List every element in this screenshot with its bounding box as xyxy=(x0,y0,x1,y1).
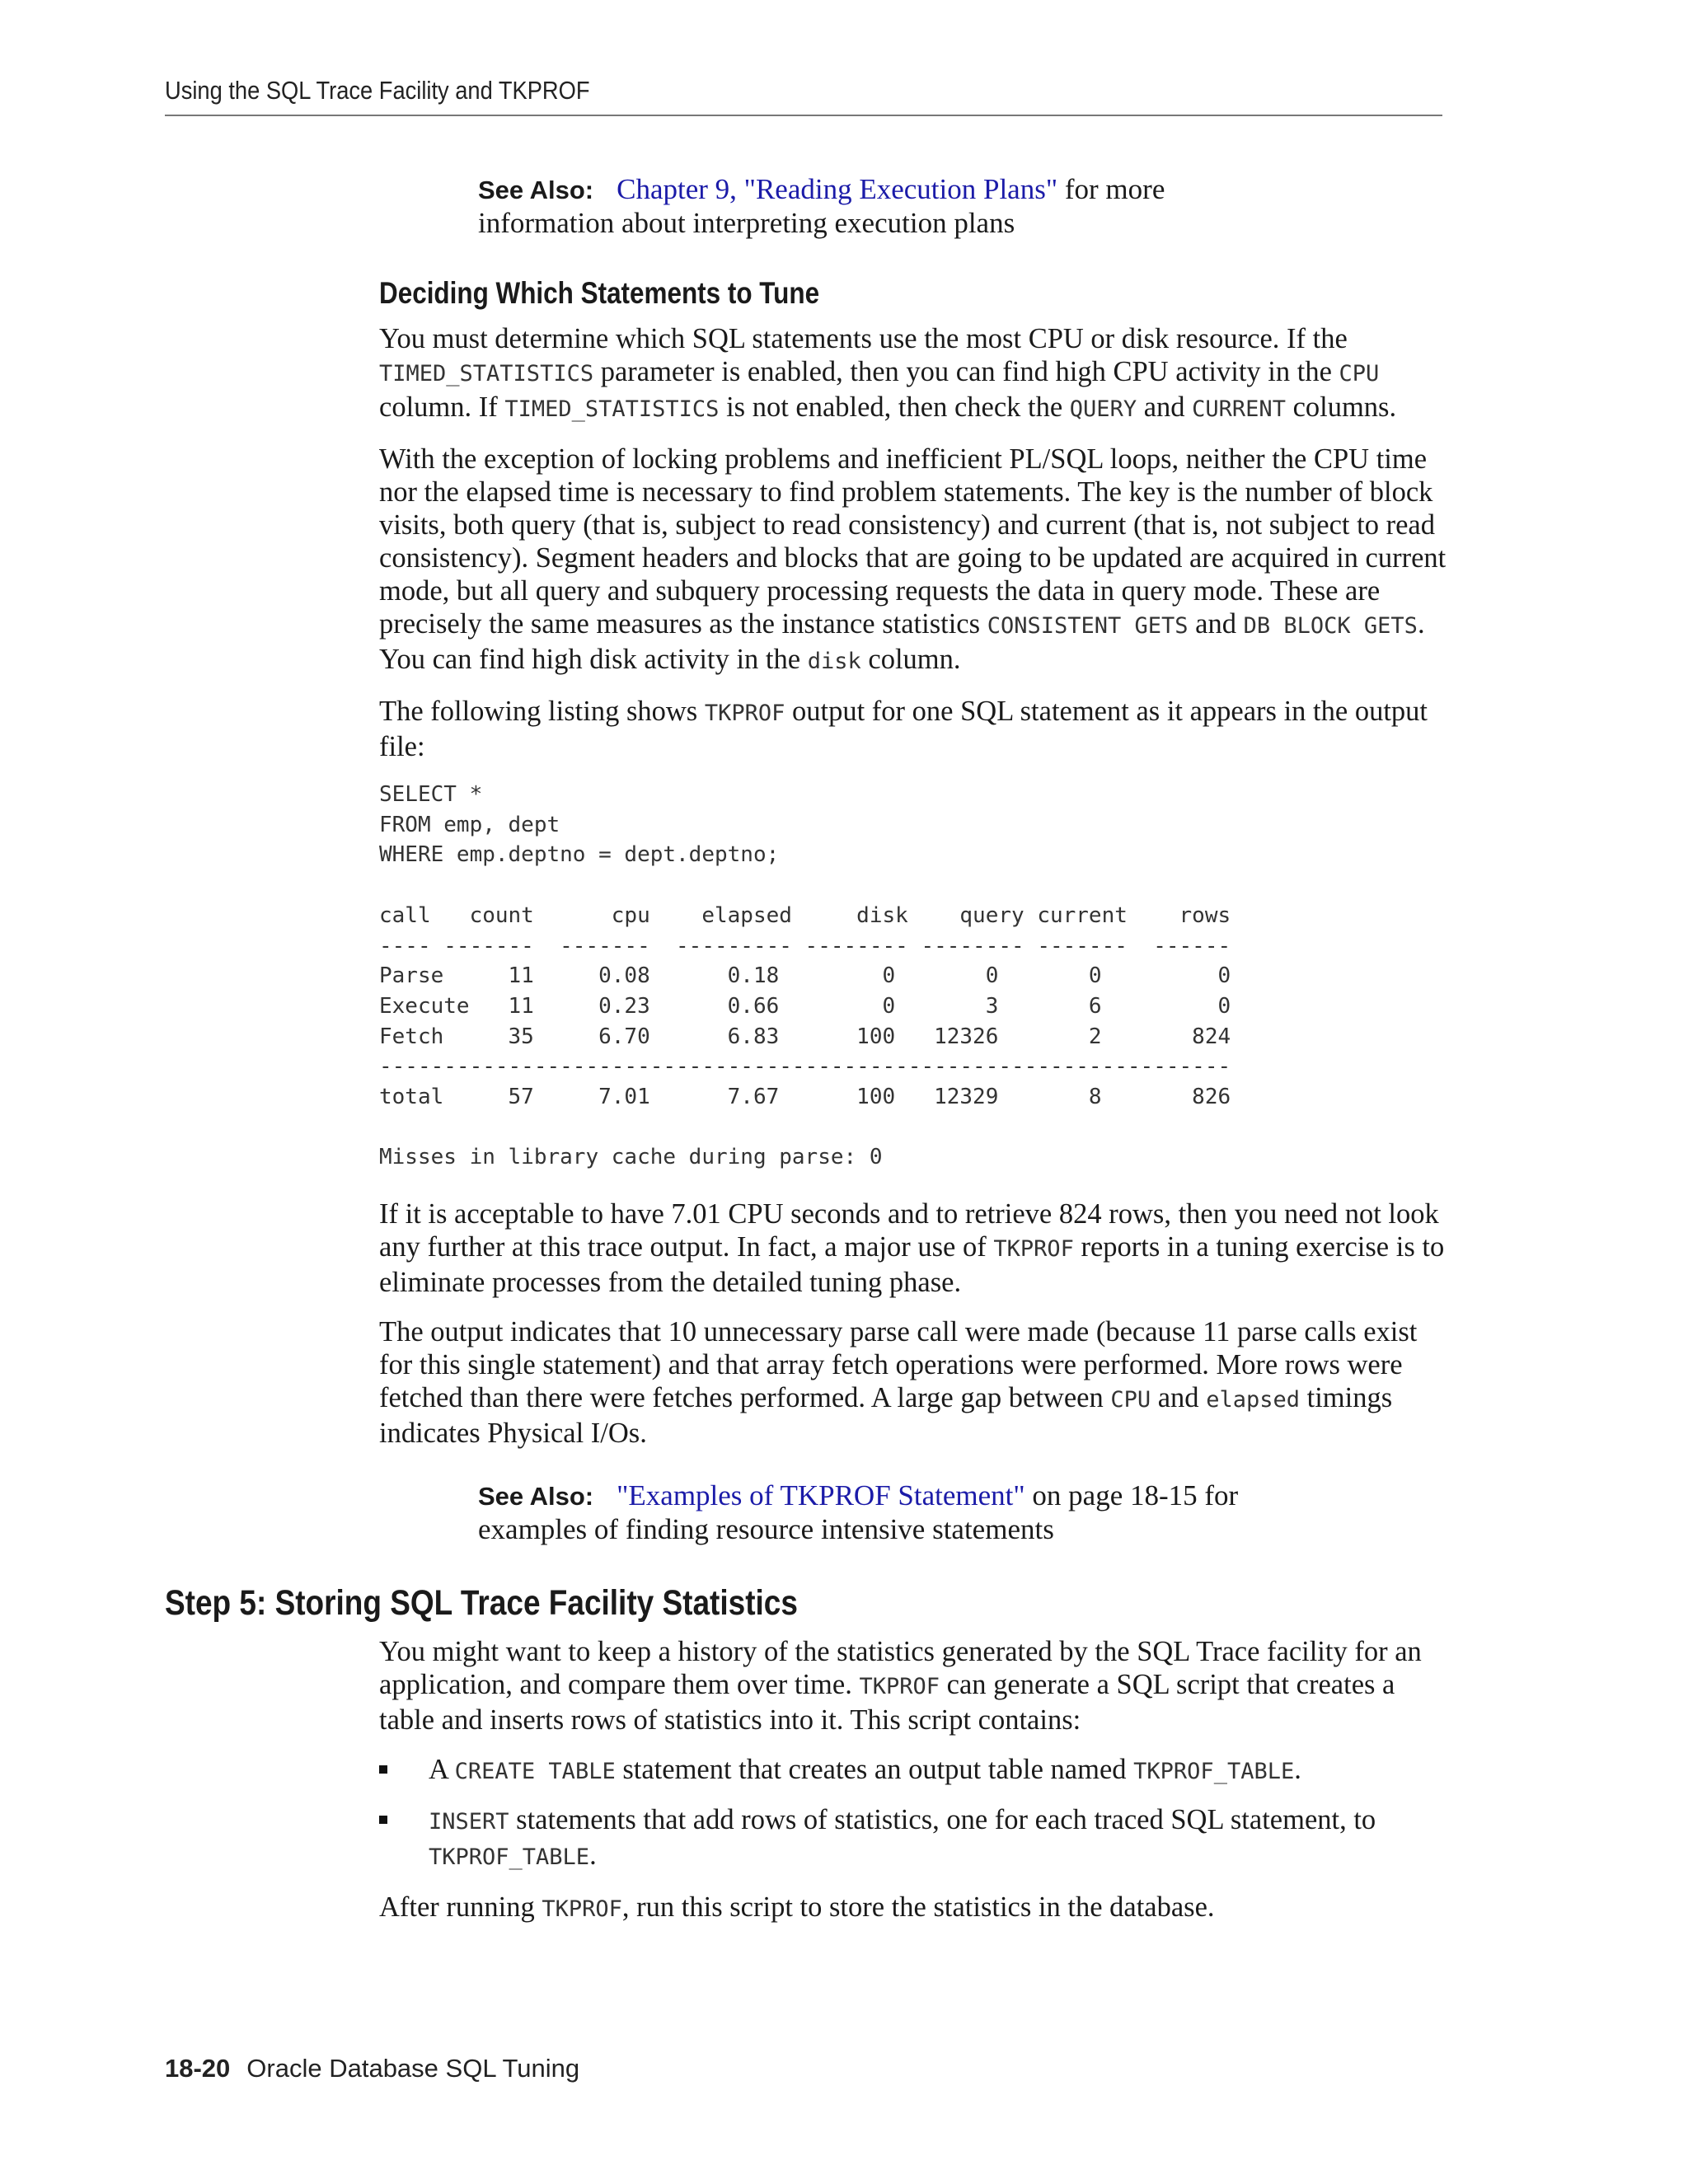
list-item: INSERT statements that add rows of statistics, one for each traced SQL statement, to TKPROF_TABLE. xyxy=(379,1803,1451,1874)
page-number: 18-20 xyxy=(165,2054,231,2083)
see-also-text: for more xyxy=(1057,173,1165,205)
see-also-note-2 xyxy=(478,1479,1451,1546)
paragraph-deciding-1: You must determine which SQL statements use the most CPU or disk resource. If the TIMED_STATISTICS parameter is enabled, then you can find high CPU activity in the CPU column. If TIMED_STATISTICS is not enabled, then check the QUERY and CURRENT columns. xyxy=(379,323,1397,423)
list-item: A CREATE TABLE statement that creates an output table named TKPROF_TABLE. xyxy=(379,1753,1451,1788)
running-header: Using the SQL Trace Facility and TKPROF xyxy=(165,76,590,105)
paragraph-step5-1: You might want to keep a history of the statistics generated by the SQL Trace facility for an application, and compare them over time. TKPROF can generate a SQL script that creates a table and inserts rows of statistics into it. This script contains: xyxy=(379,1636,1422,1736)
see-also-text: information about interpreting execution plans xyxy=(478,207,1015,239)
see-also-text: examples of finding resource intensive statements xyxy=(478,1513,1054,1546)
tkprof-code-listing: SELECT * FROM emp, dept WHERE emp.deptno = dept.deptno; call count cpu elapsed disk query current rows ---- ------- ------- --------- -------- -------- ------- ------ Parse 11 0.08 0.18 0 0 0 0 Execute 11 0.23 0.66 0 3 6 0 Fetch 35 6.70 6.83 100 12326 2 824 ------------------------------------------------------------------ total 57 7.01 7.67 100 12329 8 826 Misses in library cache during parse: 0 xyxy=(379,782,1231,1170)
section-heading-step5: Step 5: Storing SQL Trace Facility Statistics xyxy=(165,1583,798,1624)
section-heading-deciding: Deciding Which Statements to Tune xyxy=(379,276,820,310)
square-bullet-icon xyxy=(379,1765,387,1774)
header-rule xyxy=(165,115,1442,116)
square-bullet-icon xyxy=(379,1816,387,1824)
see-also-label: See Also: xyxy=(478,176,594,204)
tkprof-examples-link[interactable]: "Examples of TKPROF Statement" xyxy=(617,1479,1025,1512)
paragraph-deciding-3: The following listing shows TKPROF output for one SQL statement as it appears in the output file: xyxy=(379,696,1428,762)
paragraph-step5-2: After running TKPROF, run this script to store the statistics in the database. xyxy=(379,1891,1215,1924)
paragraph-deciding-4: If it is acceptable to have 7.01 CPU seconds and to retrieve 824 rows, then you need not look any further at this trace output. In fact, a major use of TKPROF reports in a tuning exercise is to eliminate processes from the detailed tuning phase. xyxy=(379,1198,1445,1299)
see-also-text: on page 18-15 for xyxy=(1025,1479,1239,1512)
see-also-label: See Also: xyxy=(478,1482,594,1511)
see-also-note-1 xyxy=(478,173,1451,240)
paragraph-deciding-2: With the exception of locking problems and inefficient PL/SQL loops, neither the CPU time nor the elapsed time is necessary to find problem statements. The key is the number of block visits, both query (that is, subject to read consistency) and current (that is, not subject to read consistency). Segment headers and blocks that are going to be updated are acquired in current mode, but all query and subquery processing requests the data in query mode. These are precisely the same measures as the instance statistics CONSISTENT GETS and DB BLOCK GETS. You can find high disk activity in the disk column. xyxy=(379,443,1447,675)
page-footer xyxy=(165,2054,579,2083)
page-content xyxy=(165,173,1451,1943)
chapter-9-link[interactable]: Chapter 9, "Reading Execution Plans" xyxy=(617,173,1058,205)
paragraph-deciding-5: The output indicates that 10 unnecessary parse call were made (because 11 parse calls exist for this single statement) and that array fetch operations were performed. More rows were fetched than there were fetches performed. A large gap between CPU and elapsed timings indicates Physical I/Os. xyxy=(379,1316,1418,1450)
script-contents-list xyxy=(379,1753,1451,1874)
book-title: Oracle Database SQL Tuning xyxy=(246,2054,580,2083)
